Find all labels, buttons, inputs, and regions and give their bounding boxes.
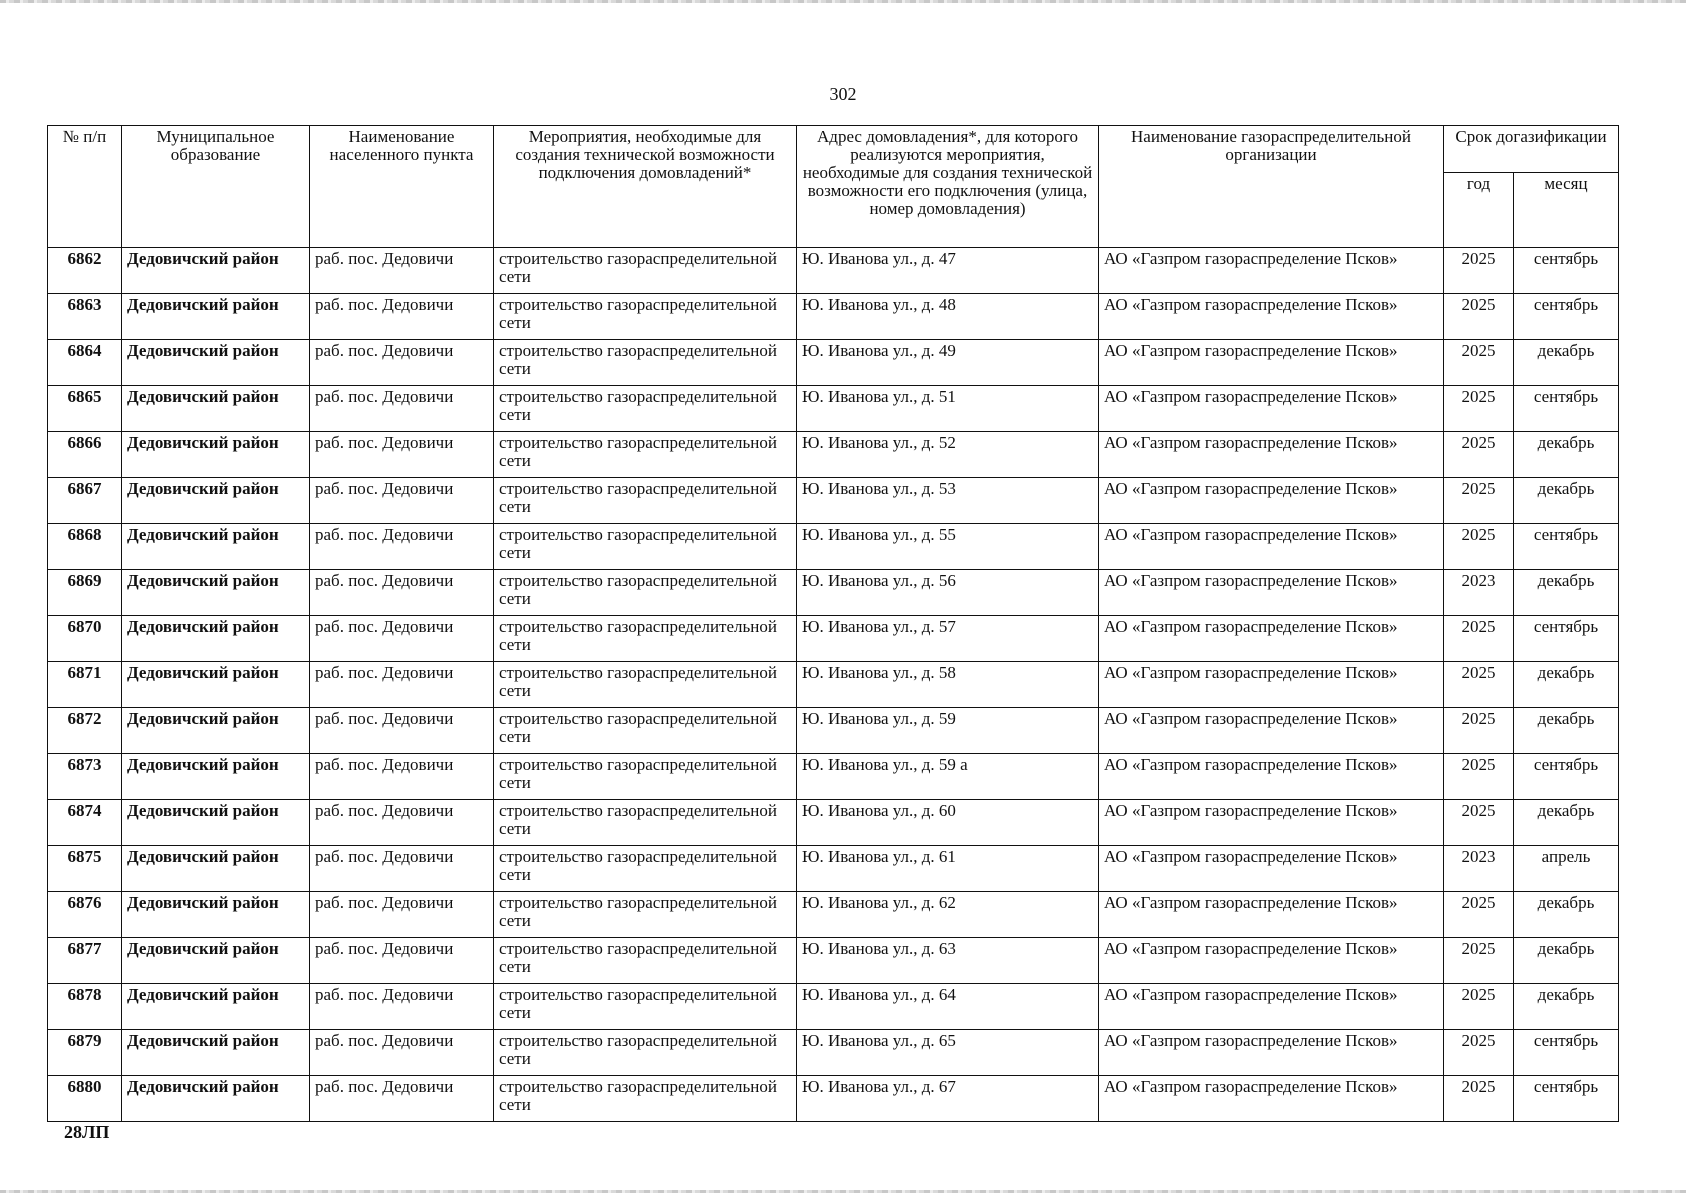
month-cell: сентябрь (1514, 1030, 1619, 1076)
organization-cell: АО «Газпром газораспределение Псков» (1099, 340, 1444, 386)
address-cell: Ю. Иванова ул., д. 59 а (797, 754, 1099, 800)
organization-cell: АО «Газпром газораспределение Псков» (1099, 570, 1444, 616)
organization-cell: АО «Газпром газораспределение Псков» (1099, 892, 1444, 938)
month-cell: сентябрь (1514, 294, 1619, 340)
header-address: Адрес домовладения*, для которого реализуются мероприятия, необходимые для создания технической возможности его подключения (улица, номер домовладения) (797, 126, 1099, 248)
settlement-cell: раб. пос. Дедовичи (310, 294, 494, 340)
year-cell: 2025 (1444, 1030, 1514, 1076)
address-cell: Ю. Иванова ул., д. 55 (797, 524, 1099, 570)
municipality-cell: Дедовичский район (122, 248, 310, 294)
settlement-cell: раб. пос. Дедовичи (310, 754, 494, 800)
table-row (48, 340, 1619, 386)
organization-cell: АО «Газпром газораспределение Псков» (1099, 662, 1444, 708)
month-cell: декабрь (1514, 340, 1619, 386)
year-cell: 2025 (1444, 478, 1514, 524)
month-cell: декабрь (1514, 432, 1619, 478)
page-number: 302 (829, 84, 857, 104)
year-cell: 2025 (1444, 524, 1514, 570)
row-number: 6878 (48, 984, 122, 1030)
address-cell: Ю. Иванова ул., д. 60 (797, 800, 1099, 846)
table-row (48, 754, 1619, 800)
month-cell: сентябрь (1514, 248, 1619, 294)
scan-edge-bottom (0, 1190, 1686, 1193)
table-row (48, 1030, 1619, 1076)
municipality-cell: Дедовичский район (122, 846, 310, 892)
measure-cell: строительство газораспределительной сети (494, 340, 797, 386)
row-number: 6867 (48, 478, 122, 524)
year-cell: 2025 (1444, 800, 1514, 846)
address-cell: Ю. Иванова ул., д. 67 (797, 1076, 1099, 1122)
address-cell: Ю. Иванова ул., д. 49 (797, 340, 1099, 386)
organization-cell: АО «Газпром газораспределение Псков» (1099, 846, 1444, 892)
header-settlement: Наименование населенного пункта (310, 126, 494, 248)
month-cell: декабрь (1514, 800, 1619, 846)
header-municipality: Муниципальное образование (122, 126, 310, 248)
settlement-cell: раб. пос. Дедовичи (310, 892, 494, 938)
row-number: 6877 (48, 938, 122, 984)
table-row (48, 938, 1619, 984)
measure-cell: строительство газораспределительной сети (494, 570, 797, 616)
measure-cell: строительство газораспределительной сети (494, 1030, 797, 1076)
month-cell: декабрь (1514, 570, 1619, 616)
measure-cell: строительство газораспределительной сети (494, 524, 797, 570)
table-row (48, 570, 1619, 616)
year-cell: 2023 (1444, 570, 1514, 616)
municipality-cell: Дедовичский район (122, 708, 310, 754)
settlement-cell: раб. пос. Дедовичи (310, 1030, 494, 1076)
settlement-cell: раб. пос. Дедовичи (310, 570, 494, 616)
municipality-cell: Дедовичский район (122, 938, 310, 984)
year-cell: 2025 (1444, 662, 1514, 708)
measure-cell: строительство газораспределительной сети (494, 386, 797, 432)
month-cell: сентябрь (1514, 1076, 1619, 1122)
organization-cell: АО «Газпром газораспределение Псков» (1099, 432, 1444, 478)
settlement-cell: раб. пос. Дедовичи (310, 662, 494, 708)
month-cell: сентябрь (1514, 386, 1619, 432)
row-number: 6866 (48, 432, 122, 478)
year-cell: 2025 (1444, 938, 1514, 984)
municipality-cell: Дедовичский район (122, 524, 310, 570)
settlement-cell: раб. пос. Дедовичи (310, 1076, 494, 1122)
table-header (48, 126, 1619, 248)
municipality-cell: Дедовичский район (122, 386, 310, 432)
address-cell: Ю. Иванова ул., д. 48 (797, 294, 1099, 340)
measure-cell: строительство газораспределительной сети (494, 846, 797, 892)
measure-cell: строительство газораспределительной сети (494, 754, 797, 800)
header-month: месяц (1514, 173, 1619, 248)
municipality-cell: Дедовичский район (122, 662, 310, 708)
row-number: 6870 (48, 616, 122, 662)
address-cell: Ю. Иванова ул., д. 59 (797, 708, 1099, 754)
row-number: 6869 (48, 570, 122, 616)
municipality-cell: Дедовичский район (122, 340, 310, 386)
measure-cell: строительство газораспределительной сети (494, 478, 797, 524)
row-number: 6865 (48, 386, 122, 432)
settlement-cell: раб. пос. Дедовичи (310, 340, 494, 386)
settlement-cell: раб. пос. Дедовичи (310, 938, 494, 984)
municipality-cell: Дедовичский район (122, 294, 310, 340)
row-number: 6863 (48, 294, 122, 340)
settlement-cell: раб. пос. Дедовичи (310, 800, 494, 846)
settlement-cell: раб. пос. Дедовичи (310, 386, 494, 432)
municipality-cell: Дедовичский район (122, 432, 310, 478)
address-cell: Ю. Иванова ул., д. 62 (797, 892, 1099, 938)
table-row (48, 386, 1619, 432)
month-cell: декабрь (1514, 938, 1619, 984)
table-row (48, 708, 1619, 754)
month-cell: декабрь (1514, 478, 1619, 524)
table-row (48, 1076, 1619, 1122)
address-cell: Ю. Иванова ул., д. 61 (797, 846, 1099, 892)
measure-cell: строительство газораспределительной сети (494, 248, 797, 294)
organization-cell: АО «Газпром газораспределение Псков» (1099, 708, 1444, 754)
measure-cell: строительство газораспределительной сети (494, 1076, 797, 1122)
table-row (48, 616, 1619, 662)
year-cell: 2025 (1444, 432, 1514, 478)
header-deadline: Срок догазификации (1444, 126, 1619, 173)
table-row (48, 984, 1619, 1030)
municipality-cell: Дедовичский район (122, 1030, 310, 1076)
organization-cell: АО «Газпром газораспределение Псков» (1099, 1030, 1444, 1076)
settlement-cell: раб. пос. Дедовичи (310, 478, 494, 524)
address-cell: Ю. Иванова ул., д. 64 (797, 984, 1099, 1030)
table-row (48, 524, 1619, 570)
month-cell: декабрь (1514, 892, 1619, 938)
settlement-cell: раб. пос. Дедовичи (310, 524, 494, 570)
table-row (48, 846, 1619, 892)
year-cell: 2025 (1444, 616, 1514, 662)
organization-cell: АО «Газпром газораспределение Псков» (1099, 294, 1444, 340)
address-cell: Ю. Иванова ул., д. 52 (797, 432, 1099, 478)
organization-cell: АО «Газпром газораспределение Псков» (1099, 1076, 1444, 1122)
organization-cell: АО «Газпром газораспределение Псков» (1099, 984, 1444, 1030)
row-number: 6874 (48, 800, 122, 846)
organization-cell: АО «Газпром газораспределение Псков» (1099, 524, 1444, 570)
year-cell: 2025 (1444, 248, 1514, 294)
year-cell: 2025 (1444, 984, 1514, 1030)
month-cell: декабрь (1514, 708, 1619, 754)
scan-edge-top (0, 0, 1686, 3)
header-measures: Мероприятия, необходимые для создания технической возможности подключения домовладений* (494, 126, 797, 248)
month-cell: сентябрь (1514, 754, 1619, 800)
year-cell: 2025 (1444, 892, 1514, 938)
municipality-cell: Дедовичский район (122, 1076, 310, 1122)
month-cell: сентябрь (1514, 524, 1619, 570)
address-cell: Ю. Иванова ул., д. 65 (797, 1030, 1099, 1076)
measure-cell: строительство газораспределительной сети (494, 800, 797, 846)
settlement-cell: раб. пос. Дедовичи (310, 984, 494, 1030)
settlement-cell: раб. пос. Дедовичи (310, 846, 494, 892)
organization-cell: АО «Газпром газораспределение Псков» (1099, 754, 1444, 800)
organization-cell: АО «Газпром газораспределение Псков» (1099, 938, 1444, 984)
address-cell: Ю. Иванова ул., д. 47 (797, 248, 1099, 294)
row-number: 6873 (48, 754, 122, 800)
header-organization: Наименование газораспределительной организации (1099, 126, 1444, 248)
year-cell: 2025 (1444, 340, 1514, 386)
table-row (48, 294, 1619, 340)
header-num: № п/п (48, 126, 122, 248)
table-body (48, 248, 1619, 1122)
row-number: 6875 (48, 846, 122, 892)
table-row (48, 800, 1619, 846)
measure-cell: строительство газораспределительной сети (494, 708, 797, 754)
municipality-cell: Дедовичский район (122, 478, 310, 524)
gasification-table (47, 125, 1619, 1122)
municipality-cell: Дедовичский район (122, 800, 310, 846)
year-cell: 2023 (1444, 846, 1514, 892)
settlement-cell: раб. пос. Дедовичи (310, 248, 494, 294)
row-number: 6864 (48, 340, 122, 386)
settlement-cell: раб. пос. Дедовичи (310, 616, 494, 662)
measure-cell: строительство газораспределительной сети (494, 616, 797, 662)
month-cell: декабрь (1514, 662, 1619, 708)
footer-code: 28ЛП (64, 1122, 110, 1142)
measure-cell: строительство газораспределительной сети (494, 294, 797, 340)
header-year: год (1444, 173, 1514, 248)
measure-cell: строительство газораспределительной сети (494, 938, 797, 984)
municipality-cell: Дедовичский район (122, 892, 310, 938)
address-cell: Ю. Иванова ул., д. 57 (797, 616, 1099, 662)
municipality-cell: Дедовичский район (122, 616, 310, 662)
row-number: 6862 (48, 248, 122, 294)
row-number: 6868 (48, 524, 122, 570)
organization-cell: АО «Газпром газораспределение Псков» (1099, 386, 1444, 432)
table-row (48, 478, 1619, 524)
address-cell: Ю. Иванова ул., д. 51 (797, 386, 1099, 432)
address-cell: Ю. Иванова ул., д. 56 (797, 570, 1099, 616)
table-row (48, 892, 1619, 938)
row-number: 6876 (48, 892, 122, 938)
organization-cell: АО «Газпром газораспределение Псков» (1099, 248, 1444, 294)
measure-cell: строительство газораспределительной сети (494, 892, 797, 938)
year-cell: 2025 (1444, 386, 1514, 432)
month-cell: апрель (1514, 846, 1619, 892)
row-number: 6879 (48, 1030, 122, 1076)
settlement-cell: раб. пос. Дедовичи (310, 432, 494, 478)
year-cell: 2025 (1444, 1076, 1514, 1122)
municipality-cell: Дедовичский район (122, 754, 310, 800)
row-number: 6871 (48, 662, 122, 708)
month-cell: декабрь (1514, 984, 1619, 1030)
address-cell: Ю. Иванова ул., д. 53 (797, 478, 1099, 524)
table-row (48, 662, 1619, 708)
year-cell: 2025 (1444, 708, 1514, 754)
table-row (48, 432, 1619, 478)
month-cell: сентябрь (1514, 616, 1619, 662)
measure-cell: строительство газораспределительной сети (494, 662, 797, 708)
table-row (48, 248, 1619, 294)
organization-cell: АО «Газпром газораспределение Псков» (1099, 478, 1444, 524)
measure-cell: строительство газораспределительной сети (494, 432, 797, 478)
address-cell: Ю. Иванова ул., д. 58 (797, 662, 1099, 708)
year-cell: 2025 (1444, 754, 1514, 800)
address-cell: Ю. Иванова ул., д. 63 (797, 938, 1099, 984)
year-cell: 2025 (1444, 294, 1514, 340)
measure-cell: строительство газораспределительной сети (494, 984, 797, 1030)
settlement-cell: раб. пос. Дедовичи (310, 708, 494, 754)
municipality-cell: Дедовичский район (122, 570, 310, 616)
organization-cell: АО «Газпром газораспределение Псков» (1099, 616, 1444, 662)
row-number: 6880 (48, 1076, 122, 1122)
row-number: 6872 (48, 708, 122, 754)
municipality-cell: Дедовичский район (122, 984, 310, 1030)
organization-cell: АО «Газпром газораспределение Псков» (1099, 800, 1444, 846)
